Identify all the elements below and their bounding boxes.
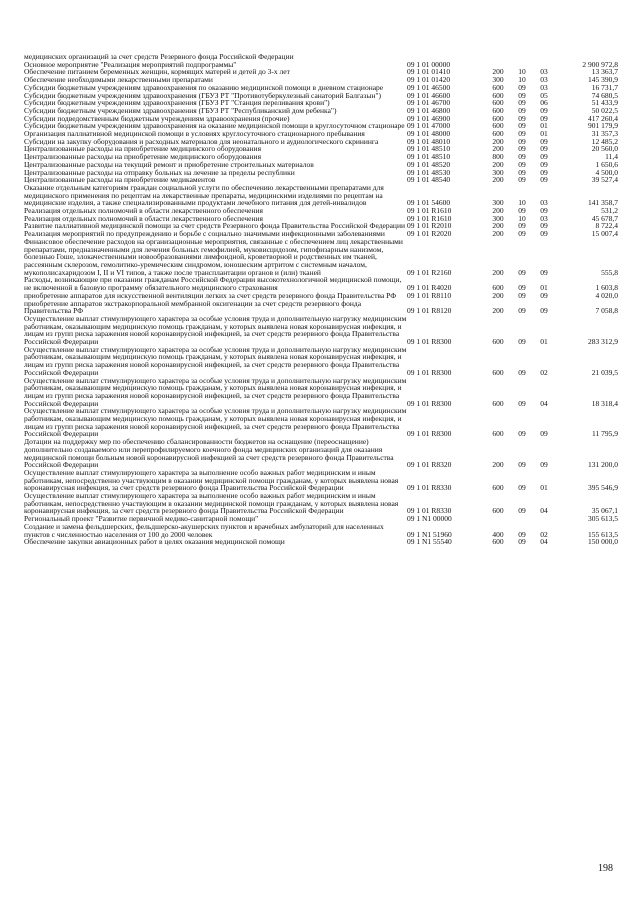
row-subsection-cell: 06: [540, 98, 548, 108]
row-subsection-cell: 05: [540, 90, 548, 100]
row-section-cell: 09: [518, 537, 526, 547]
row-amount-cell: 21 039,5: [591, 367, 618, 377]
row-section-cell: 09: [518, 98, 526, 108]
row-subsection-cell: 01: [540, 337, 548, 347]
row-name-cell: Централизованные расходы на приобретение медицинского оборудования: [24, 144, 262, 154]
table-row: [24, 300, 618, 315]
row-name-cell: Финансовое обеспечение расходов на организационные мероприятия, связанные с обеспечением лиц лекарственными препаратами, предназначенными для лечения больных гемофилией, муковисцидозом, гипофизарным нанизмом, болезнью Гоше, злокачественными новообразованиями лимфоидной, кроветворной и родственных им тканей, рассеянным склерозом, гемолитико-уремическим синдромом, юношеским артритом с системным началом, мукополисахаридозом I, II и VI типов, а также после трансплантации органов и (или) тканей: [24, 236, 403, 277]
row-subsection-cell: 09: [540, 290, 548, 300]
row-amount-cell: 145 390,9: [588, 75, 618, 85]
row-section-cell: 09: [518, 121, 526, 131]
row-section-cell: 09: [518, 159, 526, 169]
row-code-cell: 09 1 01 R2010: [407, 221, 452, 231]
row-section-cell: 09: [518, 267, 526, 277]
row-expense-type-cell: 600: [492, 113, 504, 123]
row-expense-type-cell: 600: [492, 90, 504, 100]
row-code-cell: 09 1 01 46700: [407, 98, 451, 108]
table-row: [24, 377, 618, 408]
row-amount-cell: 4 500,0: [595, 167, 618, 177]
row-name-cell: медицинских организаций за счет средств Резервного фонда Российской Федерации: [24, 52, 294, 61]
row-expense-type-cell: 600: [492, 105, 504, 115]
row-subsection-cell: 09: [540, 429, 548, 439]
row-code-cell: 09 1 01 46500: [407, 82, 451, 92]
page-number: 198: [598, 863, 613, 874]
row-amount-cell: 11 795,9: [592, 429, 618, 439]
table-row: [24, 184, 618, 207]
row-name-cell: Развитие паллиативной медицинской помощи за счет средств Резервного фонда Правительства Российской Федерации: [24, 221, 405, 231]
row-name-cell: Обеспечение закупки авиационных работ в целях оказания медицинской помощи: [24, 537, 285, 547]
row-expense-type-cell: 600: [492, 129, 504, 139]
row-subsection-cell: 09: [540, 306, 548, 316]
row-code-cell: 09 1 N1 51960: [407, 529, 452, 539]
row-section-cell: 09: [518, 144, 526, 154]
row-section-cell: 09: [518, 105, 526, 115]
row-amount-cell: 74 680,5: [591, 90, 618, 100]
row-name-cell: Обеспечение необходимыми лекарственными препаратами: [24, 75, 213, 85]
row-amount-cell: 8 722,4: [595, 221, 618, 231]
row-name-cell: Реализация отдельных полномочий в области лекарственного обеспечения: [24, 206, 263, 216]
row-expense-type-cell: 200: [492, 306, 504, 316]
row-code-cell: 09 1 01 48530: [407, 167, 451, 177]
row-subsection-cell: 03: [540, 75, 548, 85]
row-code-cell: 09 1 01 47000: [407, 121, 451, 131]
row-subsection-cell: [533, 515, 555, 523]
row-section-cell: [511, 53, 533, 61]
table-row: [24, 538, 618, 546]
row-name-cell: Осуществление выплат стимулирующего характера за особые условия труда и дополнительную нагрузку медицинским работникам, оказывающим медицинскую помощь гражданам, у которых выявлена новая коронавирусная инфекция, и лицам из групп риска заражения новой коронавирусной инфекцией, за счет средств резервного фонда Правительства Российской Федерации: [24, 375, 407, 408]
row-code-cell: 09 1 01 R8300: [407, 398, 452, 408]
row-section-cell: 09: [518, 152, 526, 162]
row-section-cell: 09: [518, 429, 526, 439]
row-subsection-cell: 09: [540, 105, 548, 115]
row-amount-cell: 51 433,9: [591, 98, 618, 108]
row-subsection-cell: 03: [540, 82, 548, 92]
row-expense-type-cell: [485, 515, 511, 523]
row-code-cell: 09 1 01 46600: [407, 90, 451, 100]
row-subsection-cell: 09: [540, 167, 548, 177]
row-expense-type-cell: 300: [492, 213, 504, 223]
row-subsection-cell: 03: [540, 198, 548, 208]
row-code-cell: 09 1 N1 00000: [407, 514, 452, 524]
row-amount-cell: 7 058,8: [595, 306, 618, 316]
row-subsection-cell: 09: [540, 113, 548, 123]
row-subsection-cell: 09: [540, 229, 548, 239]
row-amount-cell: 4 020,0: [595, 290, 618, 300]
row-name-cell: Осуществление выплат стимулирующего характера за выполнение особо важных работ медицинским и иным работникам, непосредственно участвующим в оказании медицинской помощи гражданам, у которых выявлена новая коронавирусная инфекция, за счет средств резервного фонда Правительства Российской Федерации: [24, 467, 399, 493]
row-expense-type-cell: 200: [492, 460, 504, 470]
row-name-cell: Субсидии бюджетным учреждениям здравоохранения по оказанию медицинской помощи в дневном стационаре: [24, 82, 384, 92]
row-section-cell: 09: [518, 206, 526, 216]
row-section-cell: 09: [518, 306, 526, 316]
row-section-cell: 09: [518, 136, 526, 146]
row-name-cell: Осуществление выплат стимулирующего характера за особые условия труда и дополнительную нагрузку медицинским работникам, оказывающим медицинскую помощь гражданам, у которых выявлена новая коронавирусная инфекция, и лицам из групп риска заражения новой коронавирусной инфекцией, за счет средств резервного фонда Правительства Российской Федерации: [24, 313, 407, 347]
row-code-cell: 09 1 01 R2160: [407, 267, 452, 277]
table-row: [24, 407, 618, 438]
row-name-cell: Субсидии бюджетным учреждениям здравоохранения на оказание медицинской помощи в круглосуточном стационаре: [24, 121, 405, 131]
row-expense-type-cell: 400: [492, 529, 504, 539]
row-subsection-cell: 09: [540, 175, 548, 185]
row-expense-type-cell: 200: [492, 175, 504, 185]
row-name-cell: Обеспечение питанием беременных женщин, кормящих матерей и детей до 3-х лет: [24, 67, 290, 77]
table-row: [24, 346, 618, 377]
row-code-cell: 09 1 01 48000: [407, 129, 451, 139]
row-expense-type-cell: 600: [492, 537, 504, 547]
row-code-cell: 09 1 01 R1610: [407, 213, 452, 223]
row-expense-type-cell: 300: [492, 198, 504, 208]
row-expense-type-cell: 600: [492, 506, 504, 516]
row-code-cell: 09 1 01 R8300: [407, 337, 452, 347]
row-subsection-cell: 03: [540, 67, 548, 77]
row-amount-cell: 16 731,7: [591, 82, 618, 92]
row-expense-type-cell: 600: [492, 283, 504, 293]
row-amount-cell: 141 358,7: [588, 198, 618, 208]
row-subsection-cell: 09: [540, 267, 548, 277]
row-expense-type-cell: 200: [492, 290, 504, 300]
row-amount-cell: 150 000,0: [588, 537, 618, 547]
row-amount-cell: 1 603,8: [595, 283, 618, 293]
budget-table: [24, 53, 618, 546]
row-amount-cell: 901 179,9: [588, 121, 618, 131]
row-expense-type-cell: 800: [492, 152, 504, 162]
table-row: [24, 523, 618, 538]
row-name-cell: Субсидии бюджетным учреждениям здравоохранения (ГБУЗ РТ "Республиканский дом ребенка"): [24, 105, 337, 115]
row-subsection-cell: 02: [540, 367, 548, 377]
row-subsection-cell: 09: [540, 460, 548, 470]
row-expense-type-cell: 200: [492, 206, 504, 216]
row-amount-cell: 20 560,0: [591, 144, 618, 154]
table-row: [24, 438, 618, 469]
row-section-cell: 10: [518, 67, 526, 77]
table-row: [24, 276, 618, 291]
row-name-cell: Субсидии бюджетным учреждениям здравоохранения (ГБУЗ РТ "Противотуберкулезный санаторий Балгазын"): [24, 90, 381, 100]
row-amount-cell: 395 546,9: [588, 483, 618, 493]
row-code-cell: 09 1 01 46800: [407, 105, 451, 115]
row-amount-cell: 2 900 972,8: [582, 59, 618, 69]
row-name-cell: Субсидии на закупку оборудования и расходных материалов для неонатального и аудиологического скрининга: [24, 136, 379, 146]
row-amount-cell: 35 067,1: [591, 506, 618, 516]
row-expense-type-cell: 600: [492, 429, 504, 439]
row-expense-type-cell: 200: [492, 267, 504, 277]
row-amount-cell: 555,8: [601, 267, 618, 277]
row-section-cell: 10: [518, 213, 526, 223]
row-amount-cell: 15 007,4: [591, 229, 618, 239]
row-code-cell: 09 1 01 48510: [407, 144, 451, 154]
table-row: [24, 238, 618, 277]
row-amount-cell: 155 613,5: [588, 529, 618, 539]
row-section-cell: 09: [518, 82, 526, 92]
row-section-cell: 09: [518, 460, 526, 470]
row-section-cell: 09: [518, 337, 526, 347]
row-subsection-cell: 09: [540, 144, 548, 154]
row-subsection-cell: [533, 53, 555, 61]
row-expense-type-cell: 200: [492, 144, 504, 154]
row-name-cell: Региональный проект "Развитие первичной медико-санитарной помощи": [24, 514, 259, 524]
row-section-cell: 09: [518, 283, 526, 293]
row-name-cell: Осуществление выплат стимулирующего характера за выполнение особо важных работ медицинским и иным работникам, непосредственно участвующим в оказании медицинской помощи гражданам, у которых выявлена новая коронавирусная инфекция, за счет средств резервного фонда Правительства Российской Федерации: [24, 491, 399, 516]
row-amount-cell: 12 485,2: [591, 136, 618, 146]
row-name-cell: Осуществление выплат стимулирующего характера за особые условия труда и дополнительную нагрузку медицинским работникам, оказывающим медицинскую помощь гражданам, у которых выявлена новая коронавирусная инфекция, и лицам из групп риска заражения новой коронавирусной инфекцией, за счет средств резервного фонда Правительства Российской Федерации: [24, 344, 407, 377]
row-section-cell: 09: [518, 90, 526, 100]
row-section-cell: 10: [518, 198, 526, 208]
row-name-cell: Централизованные расходы на отправку больных на лечение за пределы республики: [24, 167, 295, 177]
row-expense-type-cell: 600: [492, 483, 504, 493]
row-subsection-cell: 04: [540, 398, 548, 408]
row-subsection-cell: 09: [540, 152, 548, 162]
row-code-cell: 09 1 01 01420: [407, 75, 451, 85]
row-subsection-cell: 01: [540, 129, 548, 139]
row-code-cell: 09 1 01 01410: [407, 67, 451, 77]
row-section-cell: 09: [518, 221, 526, 231]
row-name-cell: Централизованные расходы на приобретение медицинского оборудования: [24, 152, 262, 162]
row-name-cell: Субсидии бюджетным учреждениям здравоохранения (ГБУЗ РТ "Станция переливания крови"): [24, 98, 330, 108]
row-name-cell: Дотации на поддержку мер по обеспечению сбалансированности бюджетов на оснащение (переоснащение) дополнительно создаваемого или перепрофилируемого коечного фонда медицинских организаций для оказания медицинской помощи больным новой коронавирусной инфекцией за счет средств резервного фонда Правительства Российской Федерации: [24, 437, 394, 470]
row-subsection-cell: 03: [540, 213, 548, 223]
row-code-cell: 09 1 01 48510: [407, 152, 451, 162]
row-code-cell: 09 1 01 R2020: [407, 229, 452, 239]
row-name-cell: Осуществление выплат стимулирующего характера за особые условия труда и дополнительную нагрузку медицинским работникам, оказывающим медицинскую помощь гражданам, у которых выявлена новая коронавирусная инфекция, и лицам из групп риска заражения новой коронавирусной инфекцией, за счет средств резервного фонда Правительства Российской Федерации: [24, 406, 407, 439]
row-name-cell: приобретение аппаратов для искусственной вентиляции легких за счет средств резервного фонда Правительства РФ: [24, 290, 397, 300]
row-amount-cell: 131 200,0: [588, 460, 618, 470]
row-expense-type-cell: 200: [492, 136, 504, 146]
row-expense-type-cell: 200: [492, 159, 504, 169]
row-expense-type-cell: 300: [492, 167, 504, 177]
row-expense-type-cell: 600: [492, 337, 504, 347]
row-subsection-cell: 01: [540, 483, 548, 493]
row-name-cell: Организация паллиативной медицинской помощи в условиях круглосуточного стационарного пребывания: [24, 129, 365, 139]
row-name-cell: Создание и замена фельдшерских, фельдшерско-акушерских пунктов и врачебных амбулаторий для населенных пунктов с численностью населения от 100 до 2000 человек: [24, 521, 384, 539]
row-expense-type-cell: [485, 53, 511, 61]
row-section-cell: 09: [518, 175, 526, 185]
row-code-cell: 09 1 01 46900: [407, 113, 451, 123]
row-code-cell: 09 1 01 54600: [407, 198, 451, 208]
row-subsection-cell: 01: [540, 283, 548, 293]
row-expense-type-cell: 600: [492, 398, 504, 408]
row-amount-cell: 283 312,9: [588, 337, 618, 347]
table-row: [24, 315, 618, 346]
row-section-cell: 09: [518, 290, 526, 300]
row-expense-type-cell: 200: [492, 67, 504, 77]
row-section-cell: 09: [518, 483, 526, 493]
row-name-cell: Субсидии подведомственным бюджетным учреждениям здравоохранения (прочие): [24, 113, 290, 123]
budget-table-body: [24, 53, 618, 546]
row-name-cell: Реализация отдельных полномочий в области лекарственного обеспечения: [24, 213, 263, 223]
row-amount-cell: 531,2: [601, 206, 618, 216]
row-code-cell: 09 1 01 R1610: [407, 206, 452, 216]
row-amount-cell: 18 318,4: [591, 398, 618, 408]
row-amount-cell: 45 678,7: [591, 213, 618, 223]
row-amount-cell: 13 363,7: [591, 67, 618, 77]
row-section-cell: 09: [518, 113, 526, 123]
row-code-cell: 09 1 01 48540: [407, 175, 451, 185]
row-amount-cell: 1 650,6: [595, 159, 618, 169]
row-amount-cell: 417 260,4: [588, 113, 618, 123]
row-code-cell: 09 1 01 R8330: [407, 483, 452, 493]
row-subsection-cell: 09: [540, 206, 548, 216]
table-row: [24, 492, 618, 515]
row-code-cell: 09 1 N1 55540: [407, 537, 452, 547]
row-expense-type-cell: 200: [492, 229, 504, 239]
row-code-cell: 09 1 01 48010: [407, 136, 451, 146]
row-name-cell: Централизованные расходы на приобретение медикаментов: [24, 175, 216, 185]
row-code-cell: 09 1 01 R8300: [407, 367, 452, 377]
row-code-cell: 09 1 01 R4020: [407, 283, 452, 293]
row-name-cell: Оказание отдельным категориям граждан социальной услуги по обеспечению лекарственными препаратами для медицинского применения по рецептам на лекарственные препараты, медицинскими изделиями по рецептам на медицинские изделия, а также специализированными продуктами лечебного питания для детей-инвалидов: [24, 182, 384, 208]
row-subsection-cell: 09: [540, 136, 548, 146]
row-subsection-cell: 04: [540, 537, 548, 547]
row-section-cell: 09: [518, 167, 526, 177]
row-name-cell: Основное мероприятие "Реализация мероприятий подпрограммы": [24, 59, 237, 69]
row-subsection-cell: 01: [540, 121, 548, 131]
row-code-cell: 09 1 01 R8320: [407, 460, 452, 470]
row-expense-type-cell: 600: [492, 121, 504, 131]
row-section-cell: 09: [518, 367, 526, 377]
row-code-cell: 09 1 01 R8110: [407, 290, 452, 300]
row-subsection-cell: 09: [540, 221, 548, 231]
row-amount-cell: 11,4: [605, 152, 618, 162]
row-code-cell: 09 1 01 R8330: [407, 506, 452, 516]
row-amount-cell: 50 022,5: [591, 105, 618, 115]
row-section-cell: 09: [518, 398, 526, 408]
row-code-cell: 09 1 01 R8300: [407, 429, 452, 439]
row-code-cell: 09 1 01 48520: [407, 159, 451, 169]
row-name-cell: Реализация мероприятий по предупреждению и борьбе с социально значимыми инфекционными заболеваниями: [24, 229, 385, 239]
row-name-cell: приобретение аппаратов экстракорпоральной мембранной оксигенации за счет средств резервного фонда Правительства РФ: [24, 298, 362, 316]
row-section-cell: 09: [518, 506, 526, 516]
row-name-cell: Расходы, возникающие при оказании гражданам Российской Федерации высокотехнологичной медицинской помощи, не включенной в базовую программу обязательного медицинского страхования: [24, 275, 402, 293]
row-expense-type-cell: 200: [492, 221, 504, 231]
row-name-cell: Централизованные расходы на текущий ремонт и приобретение строительных материалов: [24, 159, 314, 169]
row-section-cell: 09: [518, 129, 526, 139]
row-expense-type-cell: 600: [492, 98, 504, 108]
row-subsection-cell: 02: [540, 529, 548, 539]
row-subsection-cell: 09: [540, 159, 548, 169]
row-section-cell: 09: [518, 529, 526, 539]
row-expense-type-cell: 300: [492, 75, 504, 85]
row-code-cell: 09 1 01 00000: [407, 59, 451, 69]
row-amount-cell: 39 527,4: [591, 175, 618, 185]
row-code-cell: 09 1 01 R8120: [407, 306, 452, 316]
row-subsection-cell: 04: [540, 506, 548, 516]
row-amount-cell: 31 357,3: [591, 129, 618, 139]
table-row: [24, 469, 618, 492]
row-expense-type-cell: 600: [492, 82, 504, 92]
row-section-cell: 10: [518, 75, 526, 85]
row-section-cell: 09: [518, 229, 526, 239]
row-section-cell: [511, 515, 533, 523]
row-expense-type-cell: 600: [492, 367, 504, 377]
row-amount-cell: 305 613,5: [588, 514, 618, 524]
